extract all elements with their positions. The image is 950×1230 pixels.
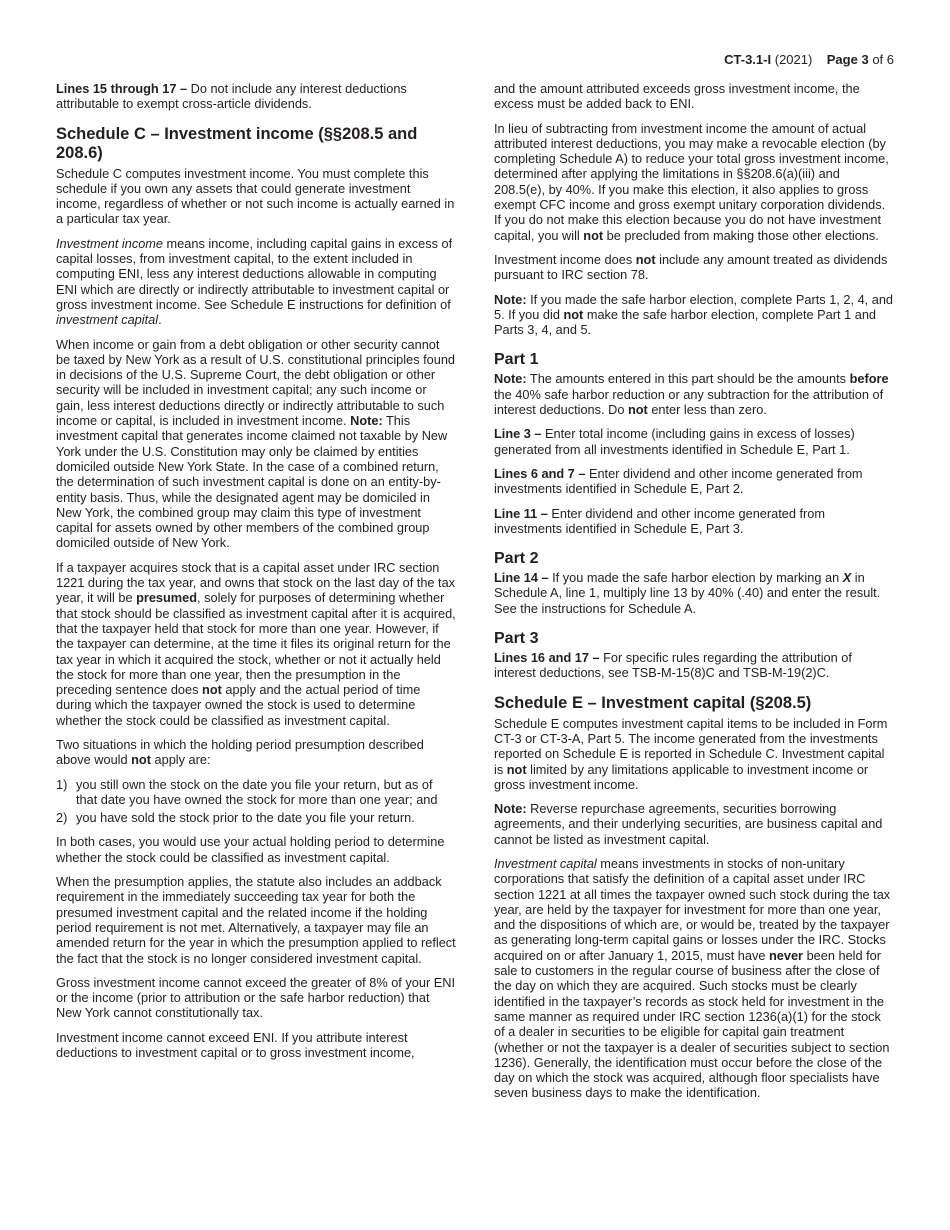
paragraph-text: be precluded from making those other elections.	[603, 227, 879, 243]
emphasis: not	[506, 761, 527, 777]
list-number: 2)	[56, 810, 68, 826]
paragraph-text: Do not include any interest deductions attributable to exempt cross-article dividends.	[56, 81, 407, 112]
list-number: 1)	[56, 776, 68, 792]
page-header	[724, 52, 894, 67]
emphasis: not	[627, 402, 648, 418]
paragraph-text: For specific rules regarding the attribution of interest deductions, see TSB-M-15(8)C and TSB-M-19(2)C.	[494, 650, 852, 681]
paragraph-text: In lieu of subtracting from investment income the amount of actual attributed interest deductions, you may make a revocable election (by completing Schedule A) to reduce your total gross investment income, determined after applying the limitations in §§208.6(a)(iii) and 208.5(e), by 40%. If you make this election, it also applies to gross exempt CFC income and gross exempt unitary corporation dividends. If you do not make this election because you do not have investment capital, you will	[494, 120, 889, 243]
list-text: you still own the stock on the date you file your return, but as of that date you have owned the stock for more than one year; and	[76, 776, 438, 807]
paragraph-text: make the safe harbor election, complete Part 1 and Parts 3, 4, and 5.	[494, 306, 877, 338]
line-label: Lines 6 and 7 –	[494, 465, 586, 481]
note-label: Note:	[494, 801, 527, 817]
paragraph-text: enter less than zero.	[647, 402, 767, 418]
situations-list	[56, 777, 456, 826]
paragraph-text: .	[158, 312, 162, 328]
two-situations-paragraph	[56, 737, 456, 768]
parts-note-paragraph	[494, 292, 894, 338]
emphasis: not	[131, 752, 151, 768]
schedule-c-heading: Schedule C – Investment income (§§208.5 and 208.6)	[56, 124, 418, 162]
paragraph-text: Enter dividend and other income generated from investments identified in Schedule E, Part 2.	[494, 465, 863, 497]
line-14-paragraph	[494, 570, 894, 616]
debt-obligation-paragraph	[56, 337, 456, 551]
paragraph-text: means investments in stocks of non-unitary corporations that satisfy the definition of a capital asset under IRC section 1221 at all times the taxpayer owned such stock during the tax year, are held by the taxpayer for investment for more than one year, and the dispositions of which are, or would be, treated by the taxpayer as generating long-term capital gains or losses under the IRC. Stocks acquired on or after January 1, 2015, must have	[494, 855, 891, 963]
paragraph-text: in Schedule A, line 1, multiply line 13 by 40% (.40) and enter the result. See the instructions for Schedule A.	[494, 570, 881, 616]
investment-capital-definition	[494, 856, 894, 1101]
lines-16-17-paragraph	[494, 650, 894, 681]
left-column	[56, 81, 456, 1069]
list-item	[56, 810, 456, 825]
tax-year: (2021)	[774, 52, 813, 67]
investment-income-limit-paragraph: Investment income cannot exceed ENI. If you attribute interest deductions to investment capital or to gross investment income,	[56, 1029, 415, 1061]
term: Investment capital	[494, 855, 597, 871]
emphasis: presumed	[136, 590, 198, 606]
continued-paragraph: and the amount attributed exceeds gross investment income, the excess must be added back to ENI.	[494, 81, 860, 112]
term: investment capital	[56, 312, 159, 328]
paragraph-text: Investment income does	[494, 251, 636, 267]
paragraph-text: apply and the actual period of time during which the taxpayer owned the stock is used to determine whether the stock could be classified as investment capital.	[56, 682, 421, 728]
paragraph-text: include any amount treated as dividends pursuant to IRC section 78.	[494, 251, 888, 283]
both-cases-paragraph: In both cases, you would use your actual holding period to determine whether the stock could be classified as investment capital.	[56, 834, 445, 865]
part-2-heading: Part 2	[494, 550, 539, 568]
page-of: of 6	[872, 52, 894, 67]
paragraph-text: Two situations in which the holding period presumption described above would	[56, 736, 424, 768]
paragraph-text: apply are:	[150, 752, 211, 768]
section-78-paragraph	[494, 252, 894, 283]
paragraph-text: Schedule E computes investment capital items to be included in Form CT-3 or CT-3-A, Part 5. The income generated from the investments reported on Schedule E is reported in Schedule C. Investment capital is	[494, 715, 888, 777]
note-label: Note:	[494, 371, 527, 387]
gross-investment-limit-paragraph: Gross investment income cannot exceed the greater of 8% of your ENI or the income (prior to attribution or the safe harbor reduction) that New York cannot constitutionally tax.	[56, 974, 455, 1021]
repurchase-note	[494, 801, 894, 847]
part-3-heading: Part 3	[494, 630, 539, 648]
paragraph-text: the 40% safe harbor reduction or any subtraction for the attribution of interest deductions. Do	[494, 386, 884, 418]
paragraph-text: Enter dividend and other income generated from investments identified in Schedule E, Part 3.	[494, 505, 826, 536]
note-label: Note:	[494, 291, 527, 307]
paragraph-text: means income, including capital gains in excess of capital losses, from investment capital, to the extent included in computing ENI, less any interest deductions allowable in computing ENI which are directly or indirectly attributable to investment capital or gross investment income. See Schedule E instructions for definition of	[56, 235, 453, 312]
safe-harbor-election-paragraph	[494, 121, 894, 243]
line-3-paragraph	[494, 426, 894, 457]
emphasis: not	[563, 306, 584, 322]
list-text: you have sold the stock prior to the date you file your return.	[76, 810, 415, 826]
paragraph-text: limited by any limitations applicable to investment income or gross investment income.	[494, 761, 869, 792]
paragraph-text: The amounts entered in this part should be the amounts	[526, 371, 850, 387]
line-label: Lines 16 and 17 –	[494, 650, 600, 666]
schedule-e-intro	[494, 716, 894, 792]
emphasis: X	[842, 570, 852, 586]
paragraph-text: been held for sale to customers in the regular course of business after the close of the day on which they are acquired. Such stocks must be clearly identified in the taxpayer’s records as stock held for investment in the same manner as required under IRC section 1236(a)(1) for the stock of a dealer in securities to be eligible for capital gain treatment (whether or not the taxpayer is a dealer of securities subject to section 1236). Generally, the identification must occur before the close of the day on which the stock was acquired, although floor specialists have seven business days to make the identification.	[494, 947, 890, 1101]
paragraph-text: If a taxpayer acquires stock that is a capital asset under IRC section 1221 during the tax year, and owns that stock on the last day of the tax year, it will be	[56, 559, 456, 606]
emphasis: not	[583, 227, 604, 243]
paragraph-text: If you made the safe harbor election, complete Parts 1, 2, 4, and 5. If you did	[494, 291, 894, 322]
part-1-heading: Part 1	[494, 351, 539, 369]
paragraph-text: Reverse repurchase agreements, securities borrowing agreements, and their underlying securities, are business capital and cannot be listed as investment capital.	[494, 801, 883, 847]
line-label: Line 11 –	[494, 505, 548, 521]
page-label: Page 3	[826, 52, 869, 67]
schedule-c-intro: Schedule C computes investment income. You must complete this schedule if you own any assets that could generate investment income, regardless of whether or not such income is actually earned in a particular tax year.	[56, 165, 455, 227]
paragraph-text: If you made the safe harbor election by marking an	[548, 570, 843, 586]
part-1-note	[494, 371, 894, 417]
emphasis: not	[635, 251, 656, 267]
note-label: Note:	[350, 413, 383, 429]
line-label: Line 14 –	[494, 570, 549, 586]
line-label: Lines 15 through 17 –	[56, 81, 188, 96]
lines-15-17-paragraph	[56, 81, 456, 112]
investment-income-definition	[56, 236, 456, 328]
emphasis: never	[769, 947, 804, 963]
line-11-paragraph	[494, 506, 894, 537]
line-label: Line 3 –	[494, 426, 542, 442]
right-column	[494, 81, 894, 1110]
paragraph-text: , solely for purposes of determining whether that stock should be classified as investment capital after it is acquired, that the taxpayer held that stock for more than one year. However, if the taxpayer can determine, at the time it files its original return for the tax year in which it acquired the stock, whether or not it actually held the stock for more than one year, then the presumption in the preceding sentence does	[56, 590, 456, 698]
emphasis: before	[849, 371, 889, 387]
lines-6-7-paragraph	[494, 466, 894, 497]
term: Investment income	[56, 235, 164, 251]
addback-paragraph: When the presumption applies, the statute also includes an addback requirement in the immediately succeeding tax year for both the presumed investment capital and the related income if the holding period requirement is not met. Alternatively, a taxpayer may file an amended return for the year in which the presumption applied to reflect the fact that the stock is no longer considered investment capital.	[56, 874, 456, 966]
form-number: CT-3.1-I	[724, 52, 772, 67]
emphasis: not	[202, 682, 222, 698]
paragraph-text: Enter total income (including gains in excess of losses) generated from all investments identified in Schedule E, Part 1.	[494, 426, 855, 457]
paragraph-text: When income or gain from a debt obligation or other security cannot be taxed by New York as a result of U.S. constitutional principles found in decisions of the U.S. Supreme Court, the debt obligation or other security will be included in investment capital; any such income or gain, less interest deductions directly or indirectly attributable to such income or capital, is included in investment income.	[56, 336, 456, 429]
schedule-e-heading: Schedule E – Investment capital (§208.5)	[494, 693, 812, 712]
list-item	[56, 777, 456, 808]
presumption-paragraph	[56, 560, 456, 728]
paragraph-text: This investment capital that generates income claimed not taxable by New York under the U.S. Constitution may only be claimed by entities domiciled outside New York State. In the case of a combined return, the determination of such investment capital is done on an entity-by-entity basis. Thus, while the designated agent may be domiciled in New York, the combined group may claim this type of investment capital for assets owned by other members of the combined group domiciled outside of New York.	[56, 413, 448, 551]
